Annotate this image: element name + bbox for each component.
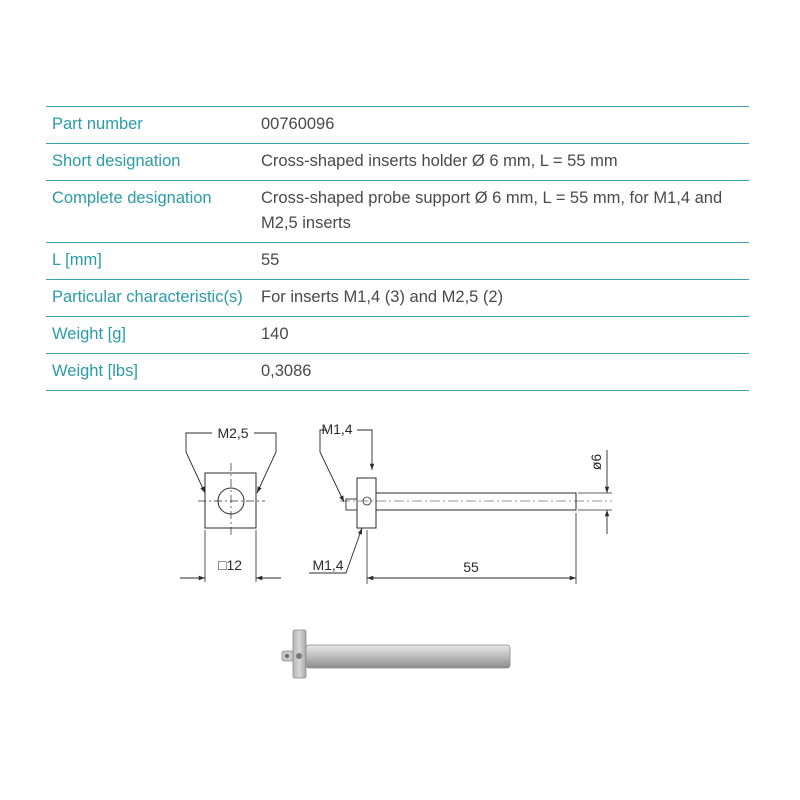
thread-large-label: M2,5: [217, 425, 249, 441]
thread-small-top-label: M1,4: [321, 421, 353, 437]
square-size-label: □12: [217, 557, 243, 573]
spec-value: For inserts M1,4 (3) and M2,5 (2): [249, 280, 749, 317]
spec-row-part-number: [46, 107, 749, 144]
spec-row-short-designation: [46, 144, 749, 181]
spec-row-characteristics: [46, 280, 749, 317]
length-label: 55: [463, 559, 479, 575]
spec-value: 140: [249, 317, 749, 354]
spec-value: Cross-shaped inserts holder Ø 6 mm, L = 55 mm: [249, 144, 749, 181]
spec-row-complete-designation: [46, 181, 749, 243]
technical-drawing: [0, 400, 800, 700]
product-image: [282, 630, 510, 678]
spec-label: Particular characteristic(s): [46, 280, 249, 317]
spec-row-weight-g: [46, 317, 749, 354]
thread-small-bottom-label: M1,4: [312, 557, 344, 573]
specification-table: [46, 106, 749, 391]
spec-label: Part number: [46, 107, 249, 144]
spec-value: 55: [249, 243, 749, 280]
spec-row-weight-lbs: [46, 354, 749, 391]
spec-row-length: [46, 243, 749, 280]
spec-label: Complete designation: [46, 181, 249, 243]
spec-value: 0,3086: [249, 354, 749, 391]
spec-label: Weight [g]: [46, 317, 249, 354]
spec-label: L [mm]: [46, 243, 249, 280]
spec-label: Short designation: [46, 144, 249, 181]
spec-value: 00760096: [249, 107, 749, 144]
spec-value: Cross-shaped probe support Ø 6 mm, L = 55 mm, for M1,4 and M2,5 inserts: [249, 181, 749, 243]
side-view: [309, 430, 612, 584]
diameter-label: ø6: [588, 453, 604, 471]
spec-label: Weight [lbs]: [46, 354, 249, 391]
